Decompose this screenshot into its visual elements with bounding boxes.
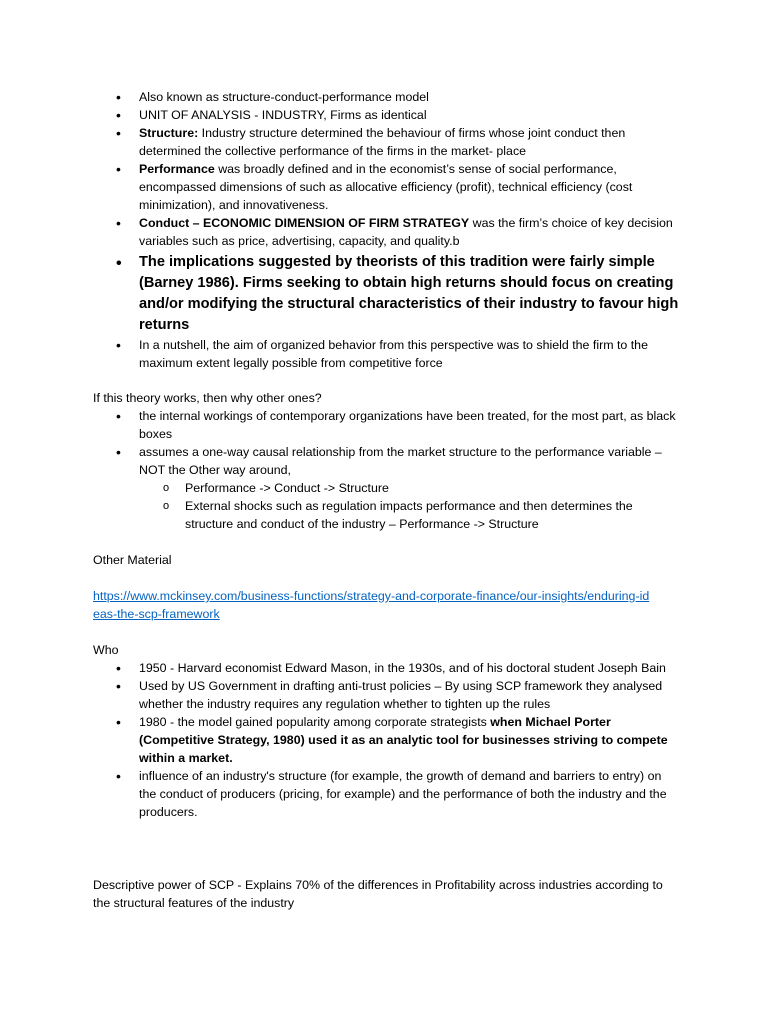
descriptive-power-paragraph: Descriptive power of SCP - Explains 70% of the differences in Profitability across industries according to the structural features of the industry (93, 878, 663, 910)
item-text: was broadly defined and in the economist’s sense of social performance, encompassed dimensions of such as allocative efficiency (profit), technical efficiency (cost minimization), and innovativeness. (139, 162, 633, 212)
item-text: UNIT OF ANALYSIS - INDUSTRY, Firms as identical (139, 108, 427, 122)
item-text: The implications suggested by theorists of this tradition were fairly simple (Barney 1986). Firms seeking to obtain high returns should focus on creating and/or modifying the structural characteristics of their industry to favour high returns (139, 254, 679, 333)
item-text: the internal workings of contemporary organizations have been treated, for the most part, as black boxes (139, 409, 676, 441)
list-item (0, 160, 768, 214)
criticism-list (0, 407, 768, 533)
who-list (0, 659, 768, 821)
item-bold-text: Conduct – ECONOMIC DIMENSION OF FIRM STRATEGY (139, 216, 470, 230)
item-bold-text: when Michael Porter (Competitive Strategy, 1980) used it as an analytic tool for businesses striving to compete within a market. (139, 715, 668, 765)
sub-list-item (139, 479, 680, 497)
list-item (0, 88, 768, 106)
list-item (0, 659, 768, 677)
item-text: Performance -> Conduct -> Structure (185, 481, 389, 495)
item-text: Also known as structure-conduct-performance model (139, 90, 429, 104)
list-item (0, 443, 768, 533)
section-heading: If this theory works, then why other ones? (93, 391, 322, 405)
item-bold-text: Structure: (139, 126, 199, 140)
item-text: Industry structure determined the behaviour of firms whose joint conduct then determined the collective performance of the firms in the market- place (139, 126, 626, 158)
list-item (0, 713, 768, 767)
list-item (0, 124, 768, 160)
list-item (0, 106, 768, 124)
sub-list-item (139, 497, 680, 533)
list-item-emphasis (0, 252, 768, 336)
item-text: 1980 - the model gained popularity among corporate strategists (139, 715, 491, 729)
list-item (0, 677, 768, 713)
list-item (0, 336, 768, 372)
item-text: assumes a one-way causal relationship from the market structure to the performance variable – NOT the Other way around, (139, 445, 662, 477)
list-item (0, 767, 768, 821)
section-heading: Other Material (93, 553, 172, 567)
section-heading: Who (93, 643, 119, 657)
scp-overview-list (0, 88, 768, 372)
item-text: influence of an industry's structure (for example, the growth of demand and barriers to entry) on the conduct of producers (pricing, for example) and the performance of both the industry and the producers. (139, 769, 667, 819)
item-bold-text: Performance (139, 162, 215, 176)
mckinsey-link-wrapper (93, 587, 653, 623)
list-item (0, 407, 768, 443)
criticism-sublist (139, 479, 680, 533)
item-text: was the firm’s choice of key decision variables such as price, advertising, capacity, and quality.b (139, 216, 673, 248)
mckinsey-link[interactable]: https://www.mckinsey.com/business-functions/strategy-and-corporate-finance/our-insights/enduring-ideas-the-scp-framework (93, 589, 650, 621)
item-text: 1950 - Harvard economist Edward Mason, in the 1930s, and of his doctoral student Joseph Bain (139, 661, 666, 675)
list-item (0, 214, 768, 250)
item-text: Used by US Government in drafting anti-trust policies – By using SCP framework they analysed whether the industry requires any regulation whether to tighten up the rules (139, 679, 663, 711)
item-text: External shocks such as regulation impacts performance and then determines the structure and conduct of the industry – Performance -> Structure (185, 499, 633, 531)
item-text: In a nutshell, the aim of organized behavior from this perspective was to shield the firm to the maximum extent legally possible from competitive force (139, 338, 648, 370)
